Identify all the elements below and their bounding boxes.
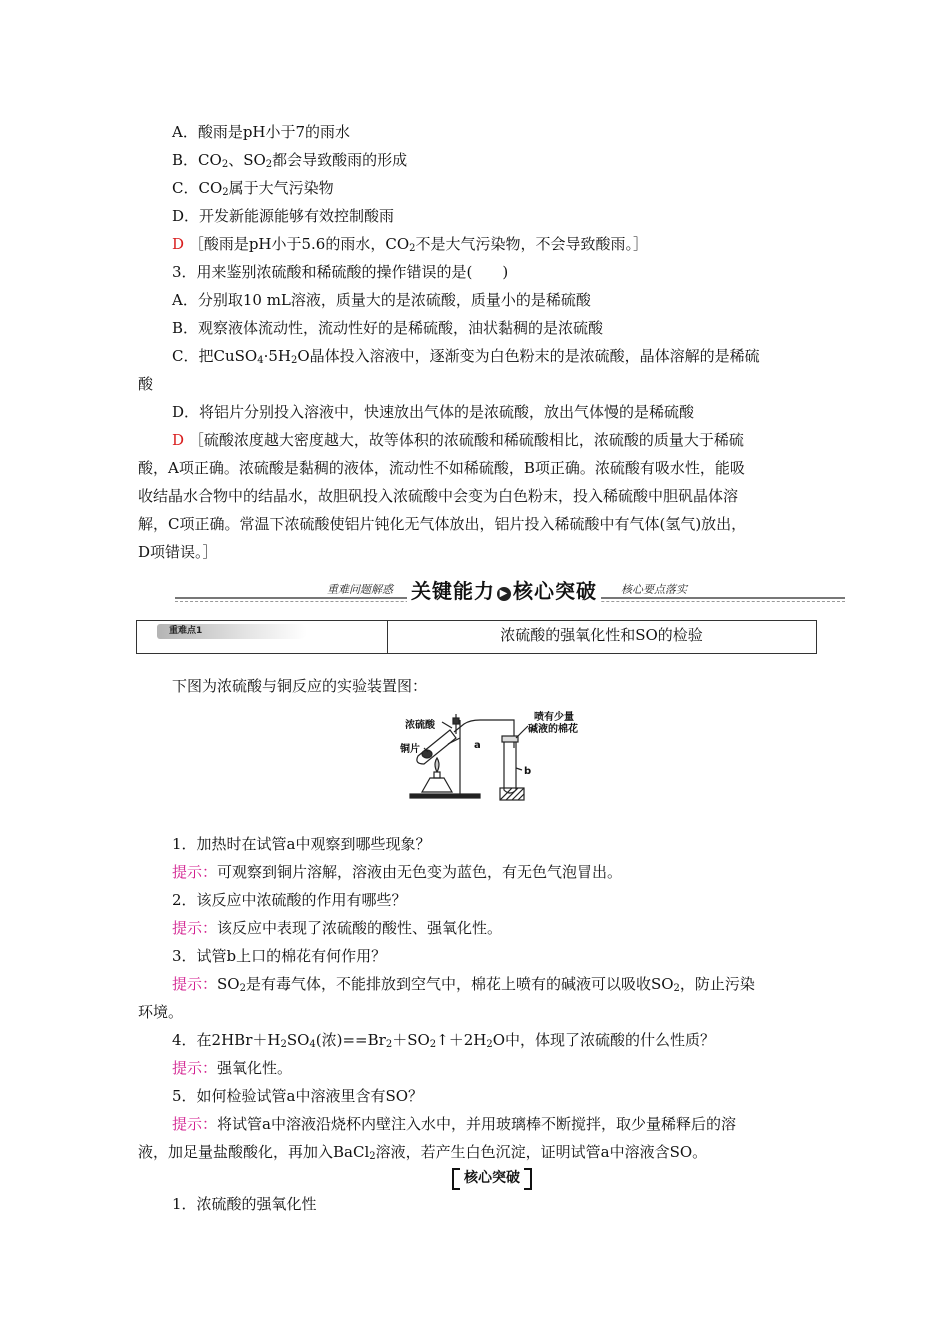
answer-explanation: D ［酸雨是pH小于5.6的雨水，$CO_2$不是大气污染物，不会导致酸雨。］ [172,235,649,254]
apparatus-diagram [400,708,600,803]
label-cotton-1: 喷有少量 [534,712,574,723]
q3-option-a: A．分别取10 mL溶液，质量大的是浓硫酸，质量小的是稀硫酸 [172,291,591,309]
label-copper: 铜片 [400,744,420,755]
qa-3-question: 3．试管b上口的棉花有何作用？ [172,947,387,965]
key-point-table [136,620,817,654]
intro-text: 下图为浓硫酸与铜反应的实验装置图： [172,677,428,695]
label-a: a [474,740,481,751]
qa-5-answer-cont: 液，加足量盐酸酸化，再加入BaCl$_2$溶液，若产生白色沉淀，证明试管a中溶液含SO。 [138,1143,708,1162]
q3-answer-line-5: D项错误。］ [138,543,218,561]
qa-5-answer: 提示：将试管a中溶液沿烧杯内壁注入水中，并用玻璃棒不断搅拌，取少量稀释后的溶 [172,1115,736,1133]
section-banner [175,578,845,604]
option-d: D．开发新能源能够有效控制酸雨 [172,207,395,225]
label-acid: 浓硫酸 [405,720,435,731]
q3-option-d: D．将铝片分别投入溶液中，快速放出气体的是浓硫酸，放出气体慢的是稀硫酸 [172,403,695,421]
q3-answer-line-1: D ［硫酸浓度越大密度越大，故等体积的浓硫酸和稀硫酸相比，浓硫酸的质量大于稀硫 [172,431,744,449]
q3-option-c-cont: 酸 [138,375,154,393]
q3-option-c: C．把$CuSO_4\cdot 5H_2O$晶体投入溶液中，逐渐变为白色粉末的是浓硫酸，晶体溶解的是稀硫 [172,347,760,366]
qa-2-question: 2．该反应中浓硫酸的作用有哪些？ [172,891,407,909]
qa-2-answer: 提示：该反应中表现了浓硫酸的酸性、强氧化性。 [172,919,503,937]
banner-left-text: 重难问题解惑 [327,583,393,596]
qa-3-answer: 提示：$SO_2$是有毒气体，不能排放到空气中，棉花上喷有的碱液可以吸收$SO_2$，防止污染 [172,975,755,994]
qa-5-question: 5．如何检验试管a中溶液里含有SO？ [172,1087,424,1105]
option-a: A．酸雨是pH小于7的雨水 [172,123,351,141]
qa-4-question: 4．在$2HBr+H_2SO_4$(浓)$==Br_2+SO_2↑+2H_2O$中，体现了浓硫酸的什么性质？ [172,1031,716,1050]
qa-3-answer-cont: 环境。 [138,1003,184,1021]
q3-answer-line-2: 酸，A项正确。浓硫酸是黏稠的液体，流动性不如稀硫酸，B项正确。浓硫酸有吸水性，能吸 [138,459,745,477]
key-point-badge: 重难点1 [157,624,307,639]
option-b: B．$CO_2$、$SO_2$都会导致酸雨的形成 [172,151,408,170]
qa-4-answer: 提示：强氧化性。 [172,1059,293,1077]
arrow-icon: ▶ [497,587,511,601]
qa-1-answer: 提示：可观察到铜片溶解，溶液由无色变为蓝色，有无色气泡冒出。 [172,863,623,881]
apparatus-svg [400,708,600,803]
question-3-stem: 3．用来鉴别浓硫酸和稀硫酸的操作错误的是( ) [172,263,509,281]
option-c: C．$CO_2$属于大气污染物 [172,179,334,198]
qa-1-question: 1．加热时在试管a中观察到哪些现象？ [172,835,431,853]
label-cotton-2: 碱液的棉花 [528,724,578,735]
banner-title: 关键能力 ▶ 核心突破 [407,575,601,604]
q3-answer-line-3: 收结晶水合物中的结晶水，故胆矾投入浓硫酸中会变为白色粉末，投入稀硫酸中胆矾晶体溶 [138,487,739,505]
q3-answer-letter: D [172,431,185,449]
q3-option-b: B．观察液体流动性，流动性好的是稀硫酸，油状黏稠的是浓硫酸 [172,319,604,337]
label-b: b [524,766,532,777]
banner-right-text: 核心要点落实 [621,583,687,596]
core-breakthrough-heading: 核心突破 [452,1168,532,1188]
q3-answer-line-4: 解，C项正确。常温下浓硫酸使铝片钝化无气体放出，铝片投入稀硫酸中有气体(氢气)放出， [138,515,747,533]
key-point-title: 浓硫酸的强氧化性和SO的检验 [500,626,703,644]
answer-letter: D [172,235,185,253]
core-item-1: 1．浓硫酸的强氧化性 [172,1195,317,1213]
